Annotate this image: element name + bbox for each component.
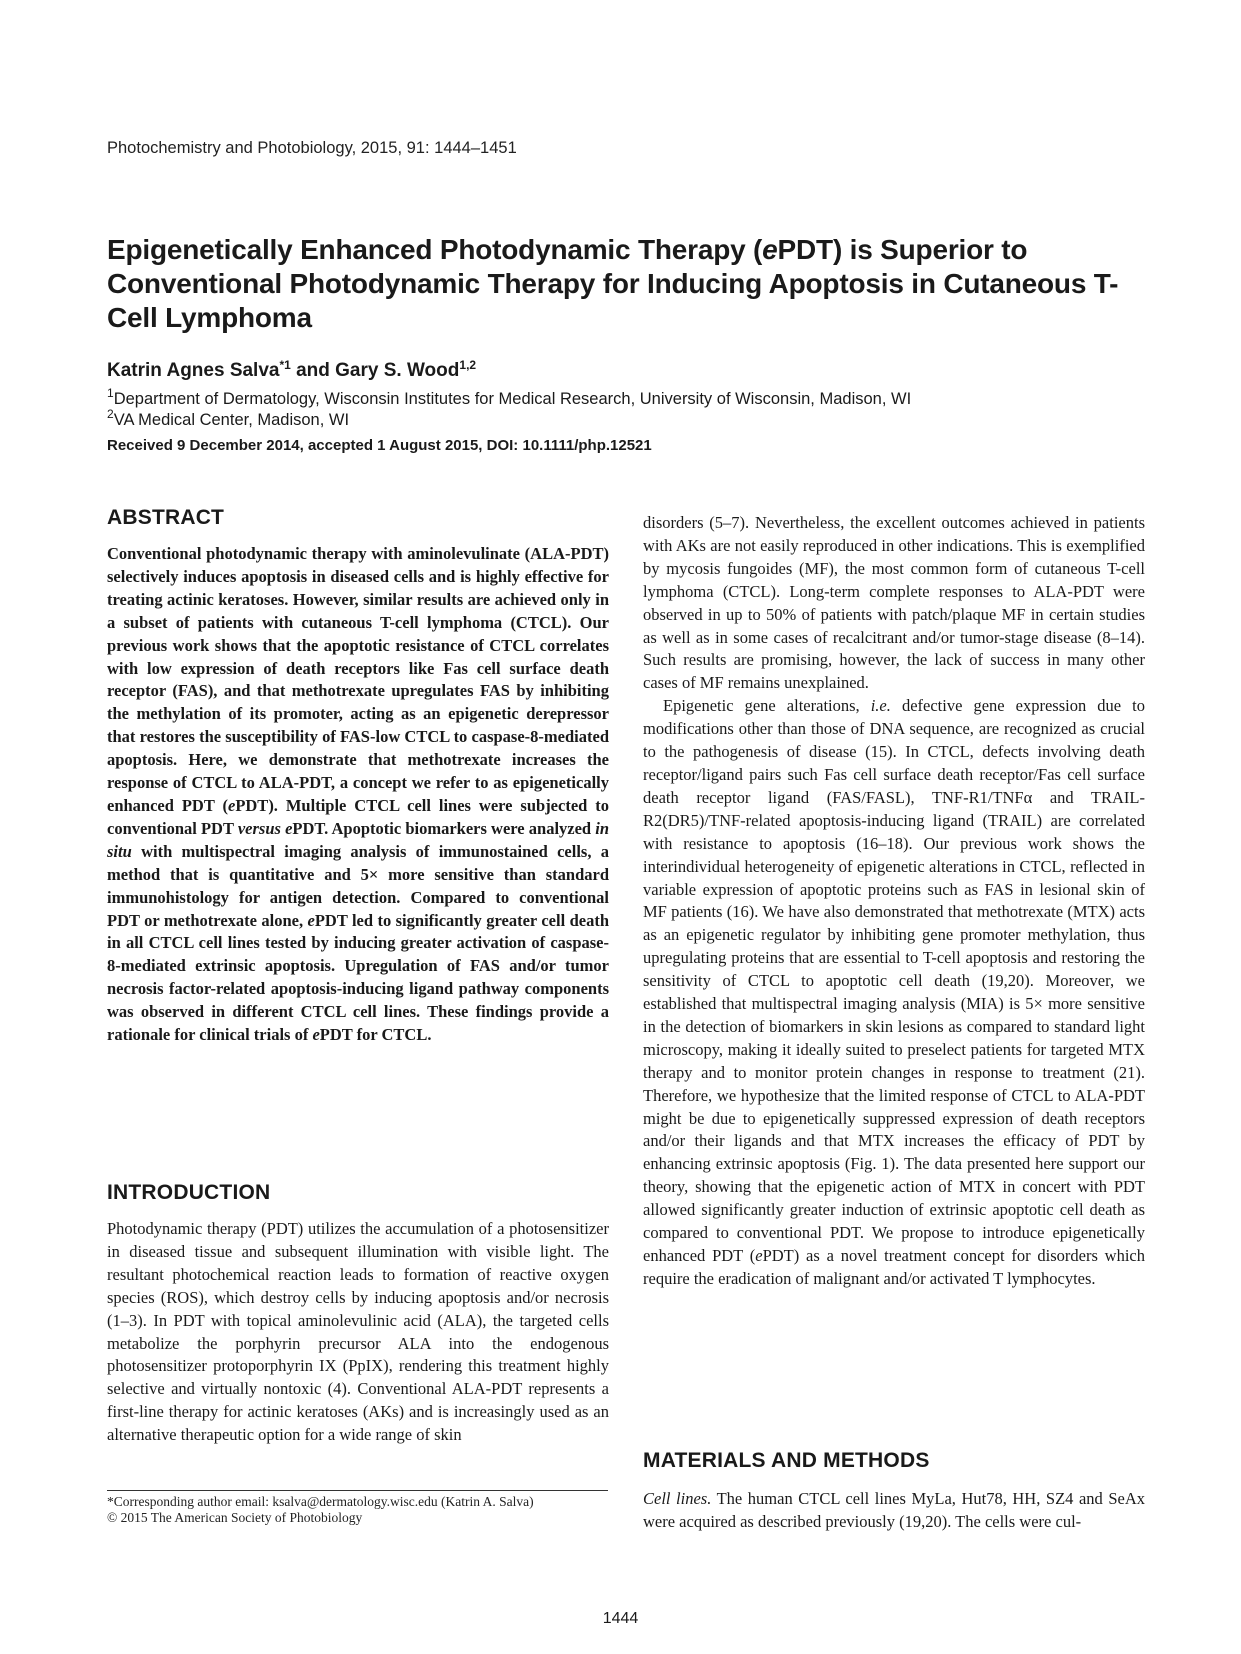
author-2-affiliation-mark: 1,2 xyxy=(459,358,477,372)
affiliation-1-mark: 1 xyxy=(107,386,114,400)
introduction-body-left xyxy=(107,1218,609,1447)
footnote-rule xyxy=(107,1490,608,1491)
footnote xyxy=(107,1494,534,1526)
title-e: e xyxy=(762,234,778,265)
intro-p2-part-c: PDT) as a novel treatment concept for disorders which require the eradication of malignant and/or activated T lymphocytes. xyxy=(643,1246,1145,1288)
affiliation-1 xyxy=(107,386,912,410)
affiliation-2-mark: 2 xyxy=(107,407,114,421)
journal-citation: Photochemistry and Photobiology, 2015, 91: 1444–1451 xyxy=(107,139,517,157)
abstract-part-2: PDT). Multiple CTCL cell lines were subjected to conventional PDT xyxy=(107,795,609,838)
author-list xyxy=(107,360,476,382)
methods-cell-lines-lead: Cell lines. xyxy=(643,1489,712,1508)
methods-heading: MATERIALS AND METHODS xyxy=(643,1449,930,1472)
abstract-in-situ: in situ xyxy=(107,818,610,861)
intro-p2-part-b: defective gene expression due to modifications other than those of DNA sequence, are recognized as crucial to the pathogenesis of disease (15). In CTCL, defects involving death receptor/ligand pairs such Fas cell surface death receptor/Fas cell surface death receptor ligand (FAS/FASL), TNF-R1/TNFα and TRAIL-R2(DR5)/TNF-related apoptosis-inducing ligand (TRAIL) are correlated with resistance to apoptosis (16–18). Our previous work shows the interindividual heterogeneity of epigenetic alterations in CTCL, reflected in variable expression of apoptotic proteins such as FAS in lesional skin of MF patients (16). We have also demonstrated that methotrexate (MTX) acts as an epigenetic regulator by inhibiting gene promoter methylation, thus upregulating proteins that are essential to T-cell apoptosis and restoring the sensitivity of CTCL to apoptotic cell death (19,20). Moreover, we established that multispectral imaging analysis (MIA) is 5× more sensitive in the detection of biomarkers in skin lesions as compared to standard light microscopy, making it ideally suited to preselect patients for targeted MTX therapy and to monitor protein changes in response to treatment (21). Therefore, we hypothesize that the limited response of CTCL to ALA-PDT might be due to epigenetically suppressed expression of death receptors and/or their ligands and that MTX increases the efficacy of PDT by enhancing extrinsic apoptosis (Fig. 1). The data presented here support our theory, showing that the epigenetic action of MTX in concert with PDT allowed significantly greater induction of extrinsic apoptotic cell death as compared to conventional PDT. We propose to introduce epigenetically enhanced PDT ( xyxy=(643,696,1145,1265)
title-part-2: PDT) is Superior to Conventional Photodynamic Therapy for Inducing Apoptosis in Cutaneous T-Cell Lymphoma xyxy=(107,234,1119,333)
received-doi-line: Received 9 December 2014, accepted 1 August 2015, DOI: 10.1111/php.12521 xyxy=(107,437,652,454)
author-1: Katrin Agnes Salva xyxy=(107,360,280,381)
affiliations xyxy=(107,386,912,431)
methods-body xyxy=(643,1488,1145,1534)
abstract-part-1: Conventional photodynamic therapy with aminolevulinate (ALA-PDT) selectively induces apoptosis in diseased cells and is highly effective for treating actinic keratoses. However, similar results are achieved only in a subset of patients with cutaneous T-cell lymphoma (CTCL). Our previous work shows that the apoptotic resistance of CTCL correlates with low expression of death receptors like Fas cell surface death receptor (FAS), and that methotrexate upregulates FAS by inhibiting the methylation of its promoter, acting as an epigenetic derepressor that restores the susceptibility of FAS-low CTCL to caspase-8-mediated apoptosis. Here, we demonstrate that methotrexate increases the response of CTCL to ALA-PDT, a concept we refer to as epigenetically enhanced PDT ( xyxy=(107,544,609,815)
intro-p2-ie: i.e. xyxy=(870,696,891,716)
corresponding-author-footnote: *Corresponding author email: ksalva@dermatology.wisc.edu (Katrin A. Salva) xyxy=(107,1494,534,1509)
abstract-part-6: PDT led to significantly greater cell death in all CTCL cell lines tested by inducing greater activation of caspase-8-mediated extrinsic apoptosis. Upregulation of FAS and/or tumor necrosis factor-related apoptosis-inducing ligand pathway components was observed in different CTCL cell lines. These findings provide a rationale for clinical trials of xyxy=(107,910,609,1045)
introduction-body-right xyxy=(643,512,1145,1291)
copyright-footnote: © 2015 The American Society of Photobiology xyxy=(107,1510,363,1525)
methods-cell-lines-text: The human CTCL cell lines MyLa, Hut78, HH, SZ4 and SeAx were acquired as described previously (19,20). The cells were cul- xyxy=(643,1489,1145,1531)
abstract-part-5: with multispectral imaging analysis of immunostained cells, a method that is quantitative and 5× more sensitive than standard immunohistology for antigen detection. Compared to conventional PDT or methotrexate alone, xyxy=(107,841,609,930)
methods-paragraph xyxy=(643,1488,1145,1534)
abstract-e-3: e xyxy=(307,910,315,930)
article-title xyxy=(107,233,1147,335)
affiliation-2 xyxy=(107,407,911,431)
author-2: Gary S. Wood xyxy=(335,360,460,381)
abstract-heading: ABSTRACT xyxy=(107,506,225,529)
introduction-paragraph-1: Photodynamic therapy (PDT) utilizes the accumulation of a photosensitizer in diseased tissue and subsequent illumination with visible light. The resultant photochemical reaction leads to formation of reactive oxygen species (ROS), which destroy cells by inducing apoptosis and/or necrosis (1–3). In PDT with topical aminolevulinic acid (ALA), the targeted cells metabolize the porphyrin precursor ALA into the endogenous photosensitizer protoporphyrin IX (PpIX), rendering this treatment highly selective and virtually nontoxic (4). Conventional ALA-PDT represents a first-line therapy for actinic keratoses (AKs) and is increasingly used as an alternative therapeutic option for a wide range of skin xyxy=(107,1219,609,1445)
introduction-heading: INTRODUCTION xyxy=(107,1181,271,1204)
affiliation-1-text: Department of Dermatology, Wisconsin Institutes for Medical Research, University of Wisconsin, Madison, WI xyxy=(113,390,912,408)
intro-p2-part-a: Epigenetic gene alterations, xyxy=(663,696,871,716)
intro-p2-e: e xyxy=(755,1246,763,1265)
abstract-section xyxy=(107,505,609,1047)
abstract-e-2: e xyxy=(285,818,293,838)
abstract-text xyxy=(107,543,609,1047)
author-conjunction: and xyxy=(290,360,336,381)
abstract-part-7: PDT for CTCL. xyxy=(319,1025,432,1045)
author-1-affiliation-mark: *1 xyxy=(279,358,291,372)
introduction-paragraph-2 xyxy=(643,695,1145,1291)
affiliation-2-text: VA Medical Center, Madison, WI xyxy=(113,411,350,429)
introduction-paragraph-1-continued: disorders (5–7). Nevertheless, the excellent outcomes achieved in patients with AKs are not easily reproduced in other indications. This is exemplified by mycosis fungoides (MF), the most common form of cutaneous T-cell lymphoma (CTCL). Long-term complete responses to ALA-PDT were observed in up to 50% of patients with patch/plaque MF in certain studies as well as in some cases of recalcitrant and/or tumor-stage disease (8–14). Such results are promising, however, the lack of success in many other cases of MF remains unexplained. xyxy=(643,513,1145,693)
abstract-e-1: e xyxy=(227,795,236,815)
abstract-e-4: e xyxy=(312,1025,320,1045)
abstract-versus: versus xyxy=(237,818,281,838)
title-part-1: Epigenetically Enhanced Photodynamic Therapy ( xyxy=(107,234,763,265)
page-number: 1444 xyxy=(602,1610,639,1627)
abstract-part-4: PDT. Apoptotic biomarkers were analyzed xyxy=(292,818,596,838)
